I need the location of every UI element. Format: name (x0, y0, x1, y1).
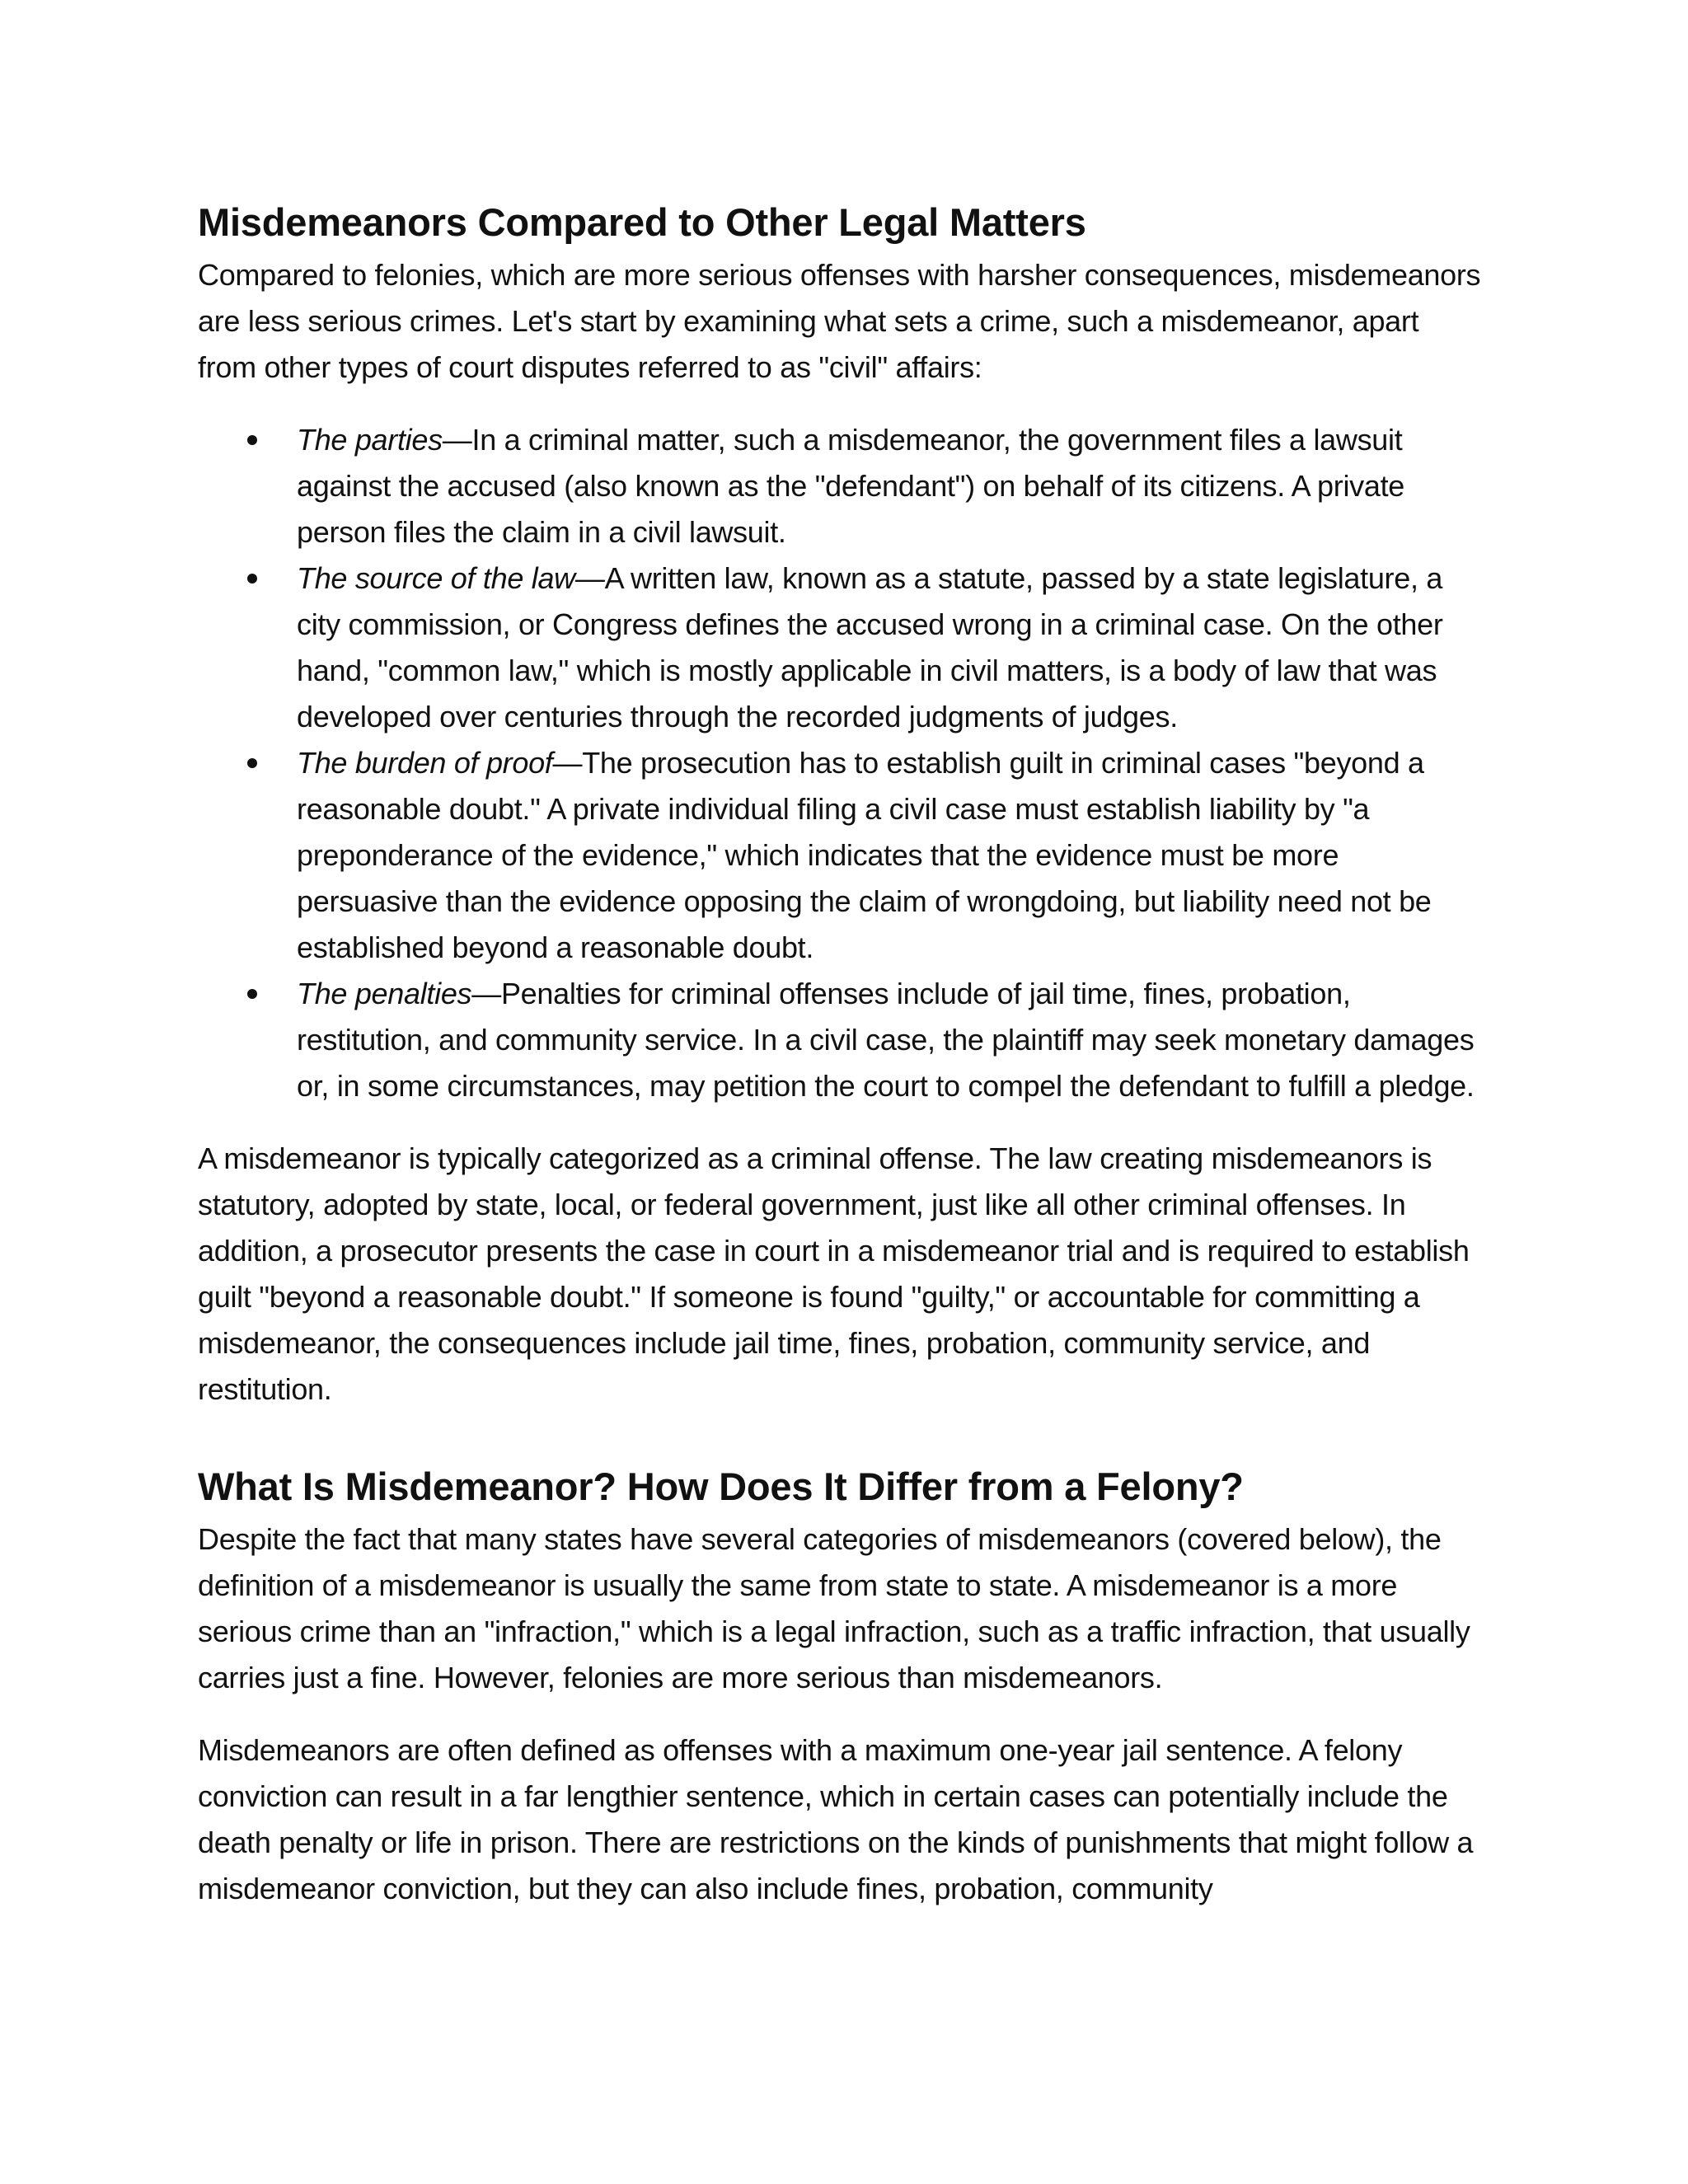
bullet-icon (247, 989, 257, 999)
section-heading-what-is-misdemeanor: What Is Misdemeanor? How Does It Differ from a Felony? (198, 1465, 1244, 1508)
bullet-list (198, 417, 1484, 1109)
list-item-penalties (198, 971, 1484, 1109)
sentence-paragraph: Misdemeanors are often defined as offenses with a maximum one-year jail sentence. A felony conviction can result in a far lengthier sentence, which in certain cases can potentially include the death penalty or life in prison. There are restrictions on the kinds of punishments that might follow a misdemeanor conviction, but they can also include fines, probation, community (198, 1733, 1474, 1905)
bullet-icon (247, 758, 257, 768)
list-item-term: The burden of proof (297, 746, 553, 780)
bullet-icon (247, 435, 257, 445)
document-page (198, 198, 1484, 1912)
definition-paragraph: Despite the fact that many states have several categories of misdemeanors (covered below), the definition of a misdemeanor is usually the same from state to state. A misdemeanor is a more serious crime than an "infraction," which is a legal infraction, such as a traffic infraction, that usually carries just a fine. However, felonies are more serious than misdemeanors. (198, 1522, 1470, 1694)
bullet-icon (247, 574, 257, 583)
list-item-text: —In a criminal matter, such a misdemeanor, the government files a lawsuit against the accused (also known as the "defendant") on behalf of its citizens. A private person files the claim in a civil lawsuit. (297, 423, 1404, 549)
list-item-term: The penalties (297, 977, 472, 1010)
list-item-source-of-law (198, 555, 1484, 740)
closing-paragraph: A misdemeanor is typically categorized as a criminal offense. The law creating misdemeanors is statutory, adopted by state, local, or federal government, just like all other criminal offenses. In addition, a prosecutor presents the case in court in a misdemeanor trial and is required to establish guilt "beyond a reasonable doubt." If someone is found "guilty," or accountable for committing a misdemeanor, the consequences include jail time, fines, probation, community service, and restitution. (198, 1141, 1470, 1406)
section-heading-misdemeanors-compared: Misdemeanors Compared to Other Legal Matters (198, 200, 1086, 244)
intro-paragraph: Compared to felonies, which are more serious offenses with harsher consequences, misdemeanors are less serious crimes. Let's start by examining what sets a crime, such a misdemeanor, apart from other types of court disputes referred to as "civil" affairs: (198, 258, 1481, 384)
list-item-text: —A written law, known as a statute, passed by a state legislature, a city commission, or Congress defines the accused wrong in a criminal case. On the other hand, "common law," which is mostly applicable in civil matters, is a body of law that was developed over centuries through the recorded judgments of judges. (297, 561, 1443, 733)
list-item-burden-of-proof (198, 740, 1484, 971)
list-item-parties (198, 417, 1484, 555)
list-item-term: The parties (297, 423, 443, 457)
list-item-text: —Penalties for criminal offenses include of jail time, fines, probation, restitution, and community service. In a civil case, the plaintiff may seek monetary damages or, in some circumstances, may petition the court to compel the defendant to fulfill a pledge. (297, 977, 1475, 1103)
list-item-term: The source of the law (297, 561, 575, 595)
list-item-text: —The prosecution has to establish guilt in criminal cases "beyond a reasonable doubt." A private individual filing a civil case must establish liability by "a preponderance of the evidence," which indicates that the evidence must be more persuasive than the evidence opposing the claim of wrongdoing, but liability need not be established beyond a reasonable doubt. (297, 746, 1432, 964)
